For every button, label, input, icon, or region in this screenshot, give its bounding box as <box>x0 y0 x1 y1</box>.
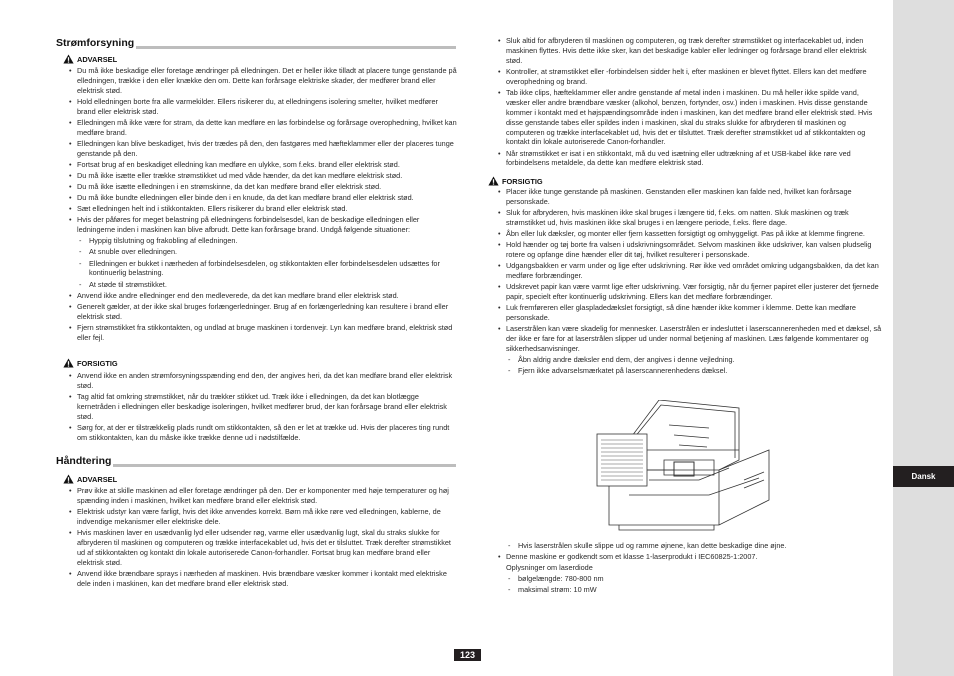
list-item: • Elledningen kan blive beskadiget, hvis der trædes på den, den fastgøres med hæfteklammer eller der placeres tunge genstande på den. <box>67 139 457 159</box>
list-item: • Placer ikke tunge genstande på maskinen. Genstanden eller maskinen kan falde ned, hvilket kan forårsage personskade. <box>496 187 884 207</box>
list-item: • Sæt elledningen helt ind i stikkontakten. Ellers risikerer du brand eller elektrisk stød. <box>67 204 457 214</box>
list-item: • Elektrisk udstyr kan være farligt, hvis det ikke anvendes korrekt. Børn må ikke røre ved elledningen, kablerne, de indvendige mekanismer eller elektriske dele. <box>67 507 457 527</box>
warning-label-handling: ADVARSEL <box>63 474 117 484</box>
warning-triangle-icon <box>488 176 499 186</box>
list-item: • Udskrevet papir kan være varmt lige efter udskrivning. Vær forsigtig, når du fjerner papiret eller justerer det fjernede papir, specielt efter kontinuerlig udskrivning. Ellers kan det medføre forbrændinger. <box>496 282 884 302</box>
list-item: • Hvis der påføres for meget belastning på elledningens forbindelsesdel, kan de beskadige elledningen eller ledningerne inden i maskinen kan blive afbrudt. Dette kan forårsage brand. Undgå følgende situationer: <box>67 215 457 235</box>
right-bottom-list <box>496 541 884 596</box>
page-number: 123 <box>454 649 481 661</box>
caution-label-right: FORSIGTIG <box>488 176 543 186</box>
list-item: • Laserstrålen kan være skadelig for mennesker. Laserstrålen er indesluttet i laserscannerenheden med et dæksel, så der ikke er fare for at laserstrålen slipper ud under normal betjening af maskinen. Læs følgende kommentarer og sikkerhedsanvisninger. <box>496 324 884 354</box>
list-item: • Anvend ikke andre elledninger end den medleverede, da det kan medføre brand eller elektrisk stød. <box>67 291 457 301</box>
list-item: • Generelt gælder, at der ikke skal bruges forlængerledninger. Brug af en forlængerledning kan resultere i brand eller elektrisk stød. <box>67 302 457 322</box>
sub-list-item: - Elledningen er bukket i nærheden af forbindelsesdelen, og stikkontakten eller forbindelsesdelen udsættes for kontinuerlig belastning. <box>67 259 457 279</box>
list-item: • Hvis maskinen laver en usædvanlig lyd eller udsender røg, varme eller usædvanlig lugt, skal du straks slukke for afbryderen til maskinen og computeren og trække interfacekablet ud, hvis det er tilsluttet. Træk derefter strømstikket ud af stikkontakten og kontakt din lokale autoriserede Canon-forhandler. Fortsat brug kan medføre brand eller elektrisk stød. <box>67 528 457 568</box>
sub-list-item: - At snuble over elledningen. <box>67 247 457 257</box>
handling-warning-list <box>67 486 457 590</box>
title-rule <box>56 464 456 467</box>
list-item: • Kontroller, at strømstikket eller -forbindelsen sidder helt i, efter maskinen er blevet flyttet. Ellers kan det medføre overophedning og brand. <box>496 67 884 87</box>
sub-list-item: - maksimal strøm: 10 mW <box>496 585 884 595</box>
list-item: • Elledningen må ikke være for stram, da dette kan medføre en løs forbindelse og forårsage overophedning, hvilket kan medføre brand. <box>67 118 457 138</box>
list-item: • Du må ikke beskadige eller foretage ændringer på elledningen. Det er heller ikke tilladt at placere tunge genstande på elledningen, trække i den eller knække den om. Dette kan forårsage elektriske skader, der medfører brand eller elektrisk stød. <box>67 66 457 96</box>
sub-list-item: - At støde til strømstikket. <box>67 280 457 290</box>
list-item: Oplysninger om laserdiode <box>506 563 593 573</box>
warning-label-power: ADVARSEL <box>63 54 117 64</box>
list-item: • Fortsat brug af en beskadiget elledning kan medføre en ulykke, som f.eks. brand eller elektrisk stød. <box>67 160 457 170</box>
language-tab[interactable]: Dansk <box>893 466 954 487</box>
sub-list-item: - Hyppig tilslutning og frakobling af elledningen. <box>67 236 457 246</box>
sidebar <box>893 0 954 676</box>
sub-list-item: - bølgelængde: 780-800 nm <box>496 574 884 584</box>
list-item: • Anvend ikke brændbare sprays i nærheden af maskinen. Hvis brændbare væsker kommer i kontakt med elektriske dele inden i maskinen, kan det medføre brand eller elektrisk stød. <box>67 569 457 589</box>
section-title-power: Strømforsyning <box>56 37 456 49</box>
sub-list-item: - Hvis laserstrålen skulle slippe ud og ramme øjnene, kan dette beskadige dine øjne. <box>496 541 884 551</box>
list-item: • Anvend ikke en anden strømforsyningsspænding end den, der angives heri, da det kan medføre brand eller elektrisk stød. <box>67 371 457 391</box>
list-item: • Luk fremføreren eller glaspladedækslet forsigtigt, så dine hænder ikke kommer i klemme. Dette kan medføre personskade. <box>496 303 884 323</box>
list-item: • Sørg for, at der er tilstrækkelig plads rundt om stikkontakten, så den er let at trække ud. Hvis der placeres ting rundt om stikkontakten, kan du måske ikke trække denne ud i nødstilfælde. <box>67 423 457 443</box>
list-item: • Denne maskine er godkendt som et klasse 1-laserprodukt i IEC60825-1:2007. <box>496 552 884 562</box>
list-item: • Tab ikke clips, hæfteklammer eller andre genstande af metal inden i maskinen. Du må heller ikke spilde vand, væsker eller andre brændbare væsker (alkohol, benzen, fortynder, osv.) inden i maskinen. Hvis disse genstande kommer i kontakt med et højspændingsområde inden i maskinen, kan det medføre brand eller elektrisk stød. Hvis disse genstande tabes eller spildes inden i maskinen, skal du straks slukke for afbryderen til maskinen og computeren og trække interfacekablet ud, hvis det er tilsluttet. Træk derefter strømstikket ud af stikkontakten og kontakt din lokale autoriserede Canon-forhandler. <box>496 88 884 147</box>
list-item: • Prøv ikke at skille maskinen ad eller foretage ændringer på den. Der er komponenter med høje temperaturer og høj spænding inden i maskinen, hvilket kan medføre brand eller elektrisk stød. <box>67 486 457 506</box>
sub-list-item: - Fjern ikke advarselsmærkatet på laserscannerenhedens dæksel. <box>496 366 884 376</box>
list-item: • Sluk for afbryderen, hvis maskinen ikke skal bruges i længere tid, f.eks. om natten. Sluk maskinen og træk strømstikket ud, hvis maskinen ikke skal bruges i en længere periode, f.eks. flere dage. <box>496 208 884 228</box>
printer-illustration <box>589 400 789 540</box>
power-warning-list <box>67 66 457 344</box>
list-item: • Åbn eller luk dæksler, og monter eller fjern kassetten forsigtigt og omhyggeligt. Pas på ikke at klemme fingrene. <box>496 229 884 239</box>
list-item: • Fjern strømstikket fra stikkontakten, og undlad at bruge maskinen i tordenvejr. Lyn kan medføre brand, elektrisk stød eller fejl. <box>67 323 457 343</box>
warning-triangle-icon <box>63 358 74 368</box>
label-location-box <box>674 462 694 476</box>
list-item: • Du må ikke isætte eller trække strømstikket ud med våde hænder, da det kan medføre elektrisk stød. <box>67 171 457 181</box>
list-item: • Når strømstikket er isat i en stikkontakt, må du ved isætning eller udtrækning af et USB-kabel ikke røre ved forbindelsens metaldele, da dette kan medføre elektrisk stød. <box>496 149 884 169</box>
list-item: • Hold elledningen borte fra alle varmekilder. Ellers risikerer du, at elledningens isolering smelter, hvilket medfører brand eller elektrisk stød. <box>67 97 457 117</box>
sub-list-item: - Åbn aldrig andre dæksler end dem, der angives i denne vejledning. <box>496 355 884 365</box>
list-item: • Du må ikke isætte elledningen i en strømskinne, da det kan medføre brand eller elektrisk stød. <box>67 182 457 192</box>
caution-label-power: FORSIGTIG <box>63 358 118 368</box>
list-item: • Sluk altid for afbryderen til maskinen og computeren, og træk derefter strømstikket og interfacekablet ud, inden maskinen flyttes. Hvis dette ikke sker, kan det beskadige kabler eller ledninger og forårsage brand eller elektrisk stød. <box>496 36 884 66</box>
right-caution-list <box>496 187 884 377</box>
list-item: • Du må ikke bundte elledningen eller binde den i en knude, da det kan medføre brand eller elektrisk stød. <box>67 193 457 203</box>
right-top-list <box>496 36 884 170</box>
list-item: • Udgangsbakken er varm under og lige efter udskrivning. Rør ikke ved området omkring udgangsbakken, da det kan medføre forbrændinger. <box>496 261 884 281</box>
list-item: • Hold hænder og tøj borte fra valsen i udskrivningsområdet. Selvom maskinen ikke udskriver, kan valsen pludselig rotere og opfange dine hænder eller dit tøj, hvilket resulterer i personskade. <box>496 240 884 260</box>
section-title-handling: Håndtering <box>56 455 456 467</box>
list-item: • Tag altid fat omkring strømstikket, når du trækker stikket ud. Træk ikke i elledningen, da det kan blotlægge kernetråden i elledningen eller beskadige isoleringen, hvilket medfører brud, der kan forårsage brand eller elektrisk stød. <box>67 392 457 422</box>
warning-triangle-icon <box>63 474 74 484</box>
warning-triangle-icon <box>63 54 74 64</box>
power-caution-list <box>67 371 457 444</box>
